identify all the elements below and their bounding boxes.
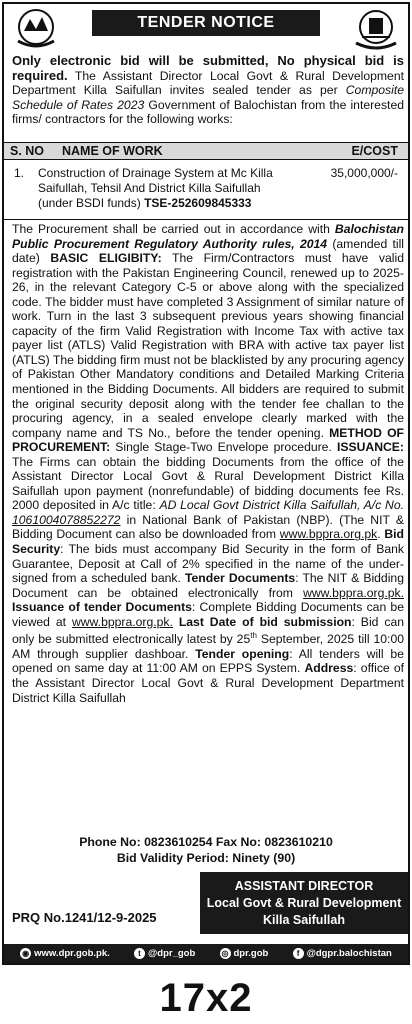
main-tender-docs: Tender Documents xyxy=(184,571,296,586)
row-tse: TSE-252609845333 xyxy=(144,196,252,210)
main-issuance: ISSUANCE: xyxy=(336,440,404,455)
footer-instagram[interactable] xyxy=(220,944,269,963)
table-row xyxy=(4,164,408,218)
facebook-icon: f xyxy=(293,948,304,959)
footer-web[interactable] xyxy=(20,944,110,963)
main-address: Address xyxy=(304,661,354,676)
main-p3: The Firm/Contractors must have valid registration with the Pakistan Engineering Council, renewed up to 2025-26, in the relevant Category C-5 or above along with the specialized code. The bidder must have completed 3 Assignment of similar nature of work. Turn in the last 3 subsequent previous years showing financial capacity of the firm Valid Registration with Income Tax with active tax payer list (ATLS) Valid Registration with BRA with active tax payer list (ATLS) The bidding firm must not be blacklisted by any procuring agency of Pakistan Other Mandatory conditions and Detailed Marking Criteria mentioned in the Bidding Documents. All bidders are required to submit the original security deposit along with the tender fee challan to the procuring agency, in a sealed envelope clearly marked with the company name and TS No., before the tender opening. xyxy=(12,251,404,440)
main-p2: (amended till date) xyxy=(12,236,404,266)
main-p6: in National Bank of Pakistan (NBP). (The NIT & Bidding Document can also be downloaded from xyxy=(12,512,404,542)
table-header xyxy=(4,142,408,160)
page-title: TENDER NOTICE xyxy=(92,10,320,36)
main-p5: The Firms can obtain the bidding Documents from the office of the Assistant Director Local Govt & Rural Development District Killa Saifullah upon payment (nonrefundable) of bidding documents fee Rs. 2000 deposited in A/c title: xyxy=(12,454,404,513)
main-p13: : All tenders will be opened on same day at 11:00 AM on EPPS System. xyxy=(12,646,404,676)
row-work-text: Construction of Drainage System at Mc Killa Saifullah, Tehsil And District Killa Saifullah (under BSDI funds) xyxy=(38,166,273,210)
table-divider xyxy=(4,219,408,220)
intro-text-2: Government of Balochistan from the interested firms/ contractors for the following works: xyxy=(12,97,404,127)
row-work xyxy=(38,166,288,211)
main-rules: Balochistan Public Procurement Regulatory Authority rules, 2014 xyxy=(12,222,404,251)
main-acc-title: AD Local Govt District Killa Saifullah, A/c No. xyxy=(159,498,404,513)
footer-twitter[interactable] xyxy=(134,944,195,963)
instagram-icon: ◎ xyxy=(220,948,231,959)
main-p7: . xyxy=(377,527,385,542)
globe-icon: ◉ xyxy=(20,948,31,959)
main-sup: th xyxy=(250,631,257,641)
row-sno: 1. xyxy=(14,166,25,180)
main-p9: : The NIT & Bidding Document can be obtained electronically from xyxy=(12,571,404,600)
signatory-location: Killa Saifullah xyxy=(263,913,345,927)
intro-schedule: Composite Schedule of Rates 2023 xyxy=(12,83,404,112)
col-header-work: NAME OF WORK xyxy=(62,144,163,158)
intro-lead: Only electronic bid will be submitted, No physical bid is required. xyxy=(12,53,404,83)
main-p12: September, 2025 till 10:00 AM through supplier dashboar. xyxy=(12,632,404,661)
government-emblem-left-icon xyxy=(10,7,62,51)
footer-instagram-text: dpr.gob xyxy=(233,948,269,959)
main-url-3[interactable]: www.bppra.org.pk. xyxy=(71,614,173,629)
main-basic: BASIC ELIGIBITY: xyxy=(50,251,162,266)
intro-paragraph xyxy=(12,54,404,127)
col-header-sno: S. NO xyxy=(10,144,45,158)
main-p8: : The bids must accompany Bid Security in the form of Bank Guarantee, Deposit at Call of 2% specified in the name of the under-signed from a scheduled bank. xyxy=(12,542,404,586)
footer-facebook[interactable] xyxy=(293,944,392,963)
prq-number: PRQ No.1241/12-9-2025 xyxy=(12,910,157,925)
main-p14: : office of the Assistant Director Local Govt & Rural Development Department District Killa Saifullah xyxy=(12,661,404,705)
row-cost: 35,000,000/- xyxy=(330,166,398,180)
main-url-2[interactable]: www.bppra.org.pk. xyxy=(303,585,404,600)
ad-size-label: 17x2 xyxy=(159,976,253,1020)
balochistan-emblem-right-icon xyxy=(350,7,402,51)
footer-facebook-text: @dgpr.balochistan xyxy=(306,948,392,959)
signatory-title: ASSISTANT DIRECTOR xyxy=(234,879,374,893)
footer-web-text: www.dpr.gob.pk. xyxy=(34,948,110,959)
main-p11: : Bid can only be submitted electronically latest by 25 xyxy=(12,614,404,647)
main-method: METHOD OF PROCUREMENT: xyxy=(12,425,404,455)
main-url-1[interactable]: www.bppra.org.pk xyxy=(279,527,378,542)
tender-notice-frame xyxy=(2,2,410,965)
main-acc-no: 1061004078852272 xyxy=(12,512,121,527)
main-issuance-2: Issuance of tender Documents xyxy=(12,600,192,615)
main-opening: Tender opening xyxy=(195,646,290,661)
header xyxy=(4,4,408,54)
main-paragraph xyxy=(12,222,404,705)
contact-block xyxy=(4,834,408,866)
main-last-date: Last Date of bid submission xyxy=(172,614,352,629)
footer-twitter-text: @dpr_gob xyxy=(148,948,196,959)
twitter-icon: t xyxy=(134,948,145,959)
col-header-cost: E/COST xyxy=(351,144,398,158)
signature-block xyxy=(200,872,408,934)
main-bid-security: Bid Security xyxy=(12,527,404,557)
signatory-dept: Local Govt & Rural Development xyxy=(206,896,402,910)
footer-bar xyxy=(4,944,408,963)
bid-validity-line: Bid Validity Period: Ninety (90) xyxy=(116,851,296,865)
intro-text-1: The Assistant Director Local Govt & Rural Development Department Killa Saifullan invites sealed tender as per xyxy=(12,68,404,98)
main-p10: : Complete Bidding Documents can be viewed at xyxy=(12,600,404,629)
phone-fax-line: Phone No: 0823610254 Fax No: 0823610210 xyxy=(79,835,333,849)
main-p1: The Procurement shall be carried out in accordance with xyxy=(12,222,335,236)
main-p4: Single Stage-Two Envelope procedure. xyxy=(110,440,337,455)
